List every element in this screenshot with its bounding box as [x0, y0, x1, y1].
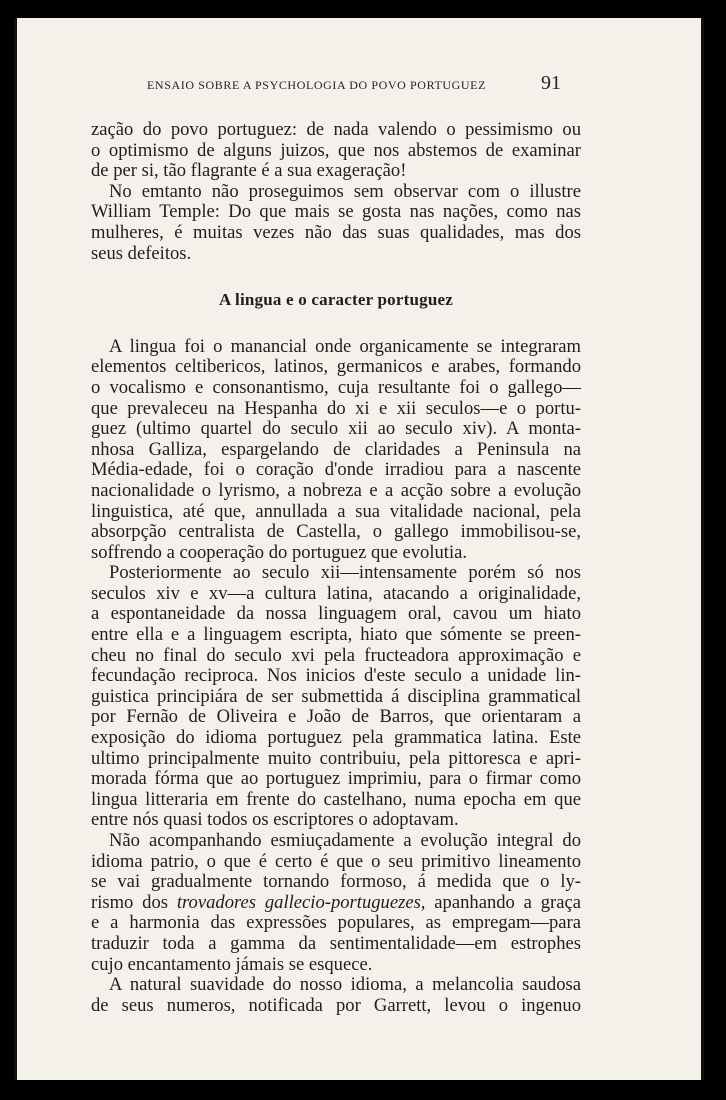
paragraph-4: [91, 563, 581, 831]
text-line: por Fernão de Oliveira e João de Barros, que orientaram a: [91, 706, 581, 728]
text-line: a espontaneidade da nossa linguagem oral, cavou um hiato: [91, 603, 581, 625]
text-line: mulheres, é muitas vezes não das suas qualidades, mas dos: [91, 221, 581, 243]
text-line: Não acompanhando esmiuçadamente a evolução integral do: [109, 830, 581, 851]
text-line: se vai gradualmente tornando formoso, á medida que o ly-: [91, 871, 581, 893]
paragraph-2: [91, 182, 581, 264]
text-line: soffrendo a cooperação do portuguez que evolutia.: [91, 541, 468, 563]
text-line: linguistica, até que, annullada a sua vitalidade nacional, pela: [91, 500, 581, 522]
body-text: [91, 120, 581, 1016]
text-line: entre ella e a linguagem escripta, hiato que sómente se preen-: [91, 624, 581, 646]
text-line: nhosa Galliza, espargelando de claridades a Peninsula na: [91, 438, 581, 460]
paragraph-1: [91, 120, 581, 182]
paragraph-3: [91, 337, 581, 564]
italic-phrase: trovadores gallecio-portuguezes,: [176, 891, 426, 913]
text-line: que prevaleceu na Hespanha do xi e xii seculos—e o portu-: [91, 397, 581, 419]
running-title: ENSAIO SOBRE A PSYCHOLOGIA DO POVO PORTUGUEZ: [147, 78, 487, 92]
text-line: elementos celtibericos, latinos, germanicos e arabes, formando: [91, 356, 581, 378]
text-line: Posteriormente ao seculo xii—intensamente porém só nos: [109, 562, 581, 584]
text-line: zação do povo portuguez: de nada valendo o pessimismo ou: [91, 119, 581, 140]
text-line: seus defeitos.: [91, 242, 192, 264]
text-line: e a harmonia das expressões populares, as empregam—para: [91, 912, 581, 934]
page-number: 91: [541, 72, 561, 94]
text-line: idioma patrio, o que é certo é que o seu primitivo lineamento: [91, 850, 581, 872]
paragraph-5: [91, 831, 581, 975]
text-line: cujo encantamento jámais se esquece.: [91, 953, 373, 975]
book-page: [14, 18, 704, 1080]
section-heading: A lingua e o caracter portuguez: [219, 290, 453, 310]
text-line: o vocalismo e consonantismo, cuja resultante foi o gallego—: [91, 376, 581, 398]
text-fragment: apanhando a graça: [425, 891, 581, 913]
text-line: A natural suavidade do nosso idioma, a melancolia saudosa: [109, 974, 581, 996]
text-line: Média-edade, foi o coração d'onde irradiou para a nascente: [91, 459, 581, 481]
text-line: No emtanto não proseguimos sem observar com o illustre: [109, 180, 581, 202]
text-line: cheu no final do seculo xvi pela fructeadora approximação e: [91, 644, 581, 666]
text-line: de seus numeros, notificada por Garrett, levou o ingenuo: [91, 994, 581, 1016]
text-line: entre nós quasi todos os escriptores o adoptavam.: [91, 809, 459, 831]
text-line-with-italic: [91, 893, 581, 914]
text-line: William Temple: Do que mais se gosta nas nações, como nas: [91, 201, 581, 223]
paragraph-6: [91, 975, 581, 1016]
text-line: lingua litteraria em frente do castelhano, numa epocha em que: [91, 788, 581, 810]
text-line: de per si, tão flagrante é a sua exageração!: [91, 160, 407, 182]
text-line: fecundação reciproca. Nos inicios d'este seculo a unidade lin-: [91, 665, 581, 687]
text-line: A lingua foi o manancial onde organicamente se integraram: [109, 335, 581, 357]
text-line: guistica principiára de ser submettida á disciplina grammatical: [91, 685, 581, 707]
text-line: nacionalidade o lyrismo, a nobreza e a acção sobre a evolução: [91, 479, 581, 501]
text-line: ultimo principalmente muito contribuiu, pela pittoresca e apri-: [91, 747, 581, 769]
text-line: traduzir toda a gamma da sentimentalidade—em estrophes: [91, 932, 581, 954]
text-line: morada fórma que ao portuguez imprimiu, para o firmar como: [91, 768, 581, 790]
text-line: o optimismo de alguns juizos, que nos abstemos de examinar: [91, 139, 581, 161]
text-line: absorpção centralista de Castella, o gallego immobilisou-se,: [91, 521, 581, 543]
text-fragment: rismo dos: [91, 891, 177, 913]
text-line: guez (ultimo quartel do seculo xii ao seculo xiv). A monta-: [91, 418, 581, 440]
text-line: exposição do idioma portuguez pela grammatica latina. Este: [91, 727, 581, 749]
text-line: seculos xiv e xv—a cultura latina, atacando a originalidade,: [91, 582, 581, 604]
